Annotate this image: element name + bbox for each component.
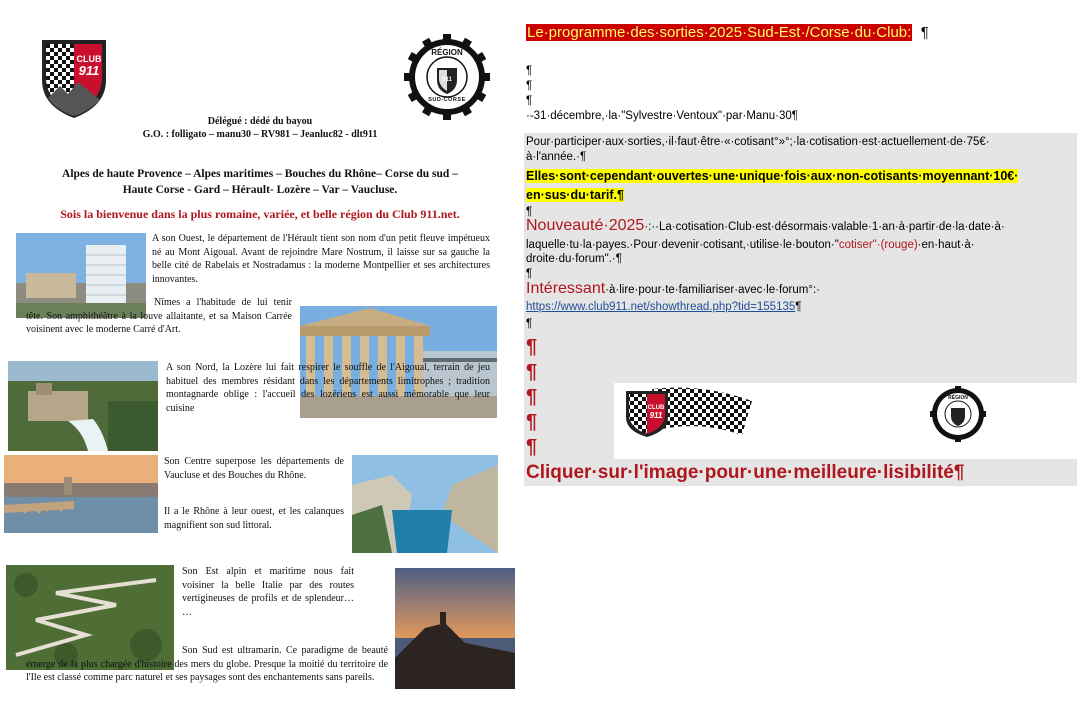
red-pilcrow-2: ¶ (526, 361, 538, 383)
nouveaute-label: Nouveauté·2025 (526, 217, 645, 234)
paragraph-east: Son Est alpin et maritime nous fait voisiner la belle Italie par des routes vertigineuses de profils et de splendeur… … (182, 566, 354, 618)
club-logo-with-flag (622, 385, 757, 439)
nouveaute-text-2a: laquelle·tu·la·payes.·Pour·devenir·cotisant,·utilise·le·bouton·" (526, 239, 839, 251)
shaded-block-2 (524, 383, 614, 459)
interessant-text: ·à·lire·pour·te·familiariser·avec·le·forum°:· (605, 284, 820, 296)
paragraph-center-2: Il a le Rhône à leur ouest, et les calanques magnifient son sud littoral. (164, 506, 344, 531)
click-for-readability[interactable]: Cliquer·sur·l'image·pour·une·meilleure·lisibilité¶ (526, 462, 965, 483)
club-911-logo (38, 36, 110, 120)
region-logo-center-text: 911 (442, 77, 452, 83)
link-pilcrow: ¶ (795, 301, 802, 313)
club-logo-text: CLUB 911 (76, 54, 102, 78)
program-title: Le·programme·des·sorties·2025·Sud-Est·/Corse·du·Club: (527, 24, 912, 41)
svg-text:911: 911 (649, 411, 663, 420)
nouveaute-text-1: ·:··La·cotisation·Club·est·désormais·valable·1·an·à·partir·de·la·date·à· (644, 221, 1005, 233)
program-image[interactable] (614, 383, 1077, 459)
link-line (526, 300, 801, 314)
paragraph-nimes: Nîmes a l'habitude de lui tenir tête. Son amphithéâtre à la louve allaitante, et sa Maison Carrée voisinent avec le moderne Carré d'Art. (26, 297, 292, 335)
flyer-page (0, 0, 520, 716)
open-line-1 (526, 167, 1018, 185)
regions-line-1: Alpes de haute Provence – Alpes maritimes – Bouches du Rhône– Corse du sud – (62, 168, 458, 180)
title-pilcrow: ¶ (920, 24, 929, 41)
lozere-photo (8, 361, 158, 451)
svg-text:CLUB: CLUB (647, 405, 665, 411)
delegate-line: Délégué : dédé du bayou (207, 116, 313, 127)
interessant-line (526, 282, 820, 297)
announcement-document (524, 0, 1082, 716)
highlighted-text-2: en·sus·du·tarif.¶ (526, 188, 624, 202)
red-pilcrow-3: ¶ (526, 386, 538, 408)
cotiser-red-text: cotiser"·(rouge) (838, 239, 918, 251)
go-line: G.O. : folligato – manu30 – RV981 – Jeanluc82 - dlt911 (142, 129, 378, 140)
region-sud-corse-logo (404, 34, 490, 120)
nouveaute-line-3: droite·du·forum".·¶ (526, 253, 622, 265)
paragraph-center-1: Son Centre superpose les départements de Vaucluse et des Bouches du Rhône. (164, 456, 344, 481)
empty-paragraph-6: ¶ (526, 318, 533, 330)
nouveaute-text-2b: ·en·haut·à· (917, 239, 975, 251)
empty-paragraph-3: ¶ (526, 95, 533, 107)
interessant-label: Intéressant (526, 280, 606, 297)
empty-paragraph-5: ¶ (526, 268, 533, 280)
empty-paragraph-4: ¶ (526, 206, 533, 218)
cotisation-line-1: Pour·participer·aux·sorties,·il·faut·être·«·cotisant°»°;·la·cotisation·est·actuellement·de·75€· (526, 136, 990, 148)
cotisation-line-2: à·l'année.·¶ (526, 151, 587, 163)
empty-paragraph-2: ¶ (526, 80, 533, 92)
svg-text:RÉGION: RÉGION (948, 395, 968, 401)
highlighted-text-1: Elles·sont·cependant·ouvertes·une·unique·fois·aux·non-cotisants·moyennant·10€· (526, 169, 1019, 183)
avignon-bridge-photo (4, 455, 158, 533)
red-pilcrow-5: ¶ (526, 436, 538, 458)
empty-paragraph-1: ¶ (526, 65, 533, 77)
regions-line-2: Haute Corse - Gard – Hérault- Lozère – Var – Vaucluse. (122, 184, 398, 196)
forum-thread-link[interactable]: https://www.club911.net/showthread.php?tid=155135 (526, 301, 796, 313)
calanques-photo (352, 455, 498, 553)
title-row (526, 24, 929, 42)
paragraph-west: A son Ouest, le département de l'Hérault tient son nom d'un petit fleuve impétueux né au Mont Aigoual. Avant de rejoindre Mare Nostrum, il laisse sur sa gauche la belle cité de Rabelais et Nostradamus : la moderne Montpellier et ses architectures innovantes. (152, 233, 490, 285)
red-pilcrow-4: ¶ (526, 411, 538, 433)
red-pilcrow-1: ¶ (526, 336, 538, 358)
region-logo-bottom-text: SUD-CORSE (428, 97, 466, 103)
paragraph-north: A son Nord, la Lozère lui fait respirer le souffle de l'Aigoual, terrain de jeu habituel des membres résidant dans les départements limitrophes ; tradition montagnarde oblige : l'accueil des lozériens est aussi mémorable que leur cuisine (166, 362, 490, 414)
region-logo-small (930, 386, 986, 442)
corsica-sunset-photo (395, 568, 515, 689)
nouveaute-line-2 (526, 238, 975, 252)
event-line: ·-31·décembre,·la·"Sylvestre·Ventoux"·par·Manu·30¶ (526, 110, 798, 122)
welcome-text: Sois la bienvenue dans la plus romaine, variée, et belle région du Club 911.net. (60, 207, 460, 221)
open-line-2 (526, 186, 624, 204)
region-logo-top-text: RÉGION (431, 48, 463, 57)
paragraph-south: Son Sud est ultramarin. Ce paradigme de beauté émerge de la plus chargée d'histoire des mers du globe. Presque la moitié du territoire de l'Ile est classé comme parc naturel et ses paysages sont des enchantements sans pareils. (26, 645, 388, 683)
nouveaute-line-1 (526, 219, 1005, 234)
